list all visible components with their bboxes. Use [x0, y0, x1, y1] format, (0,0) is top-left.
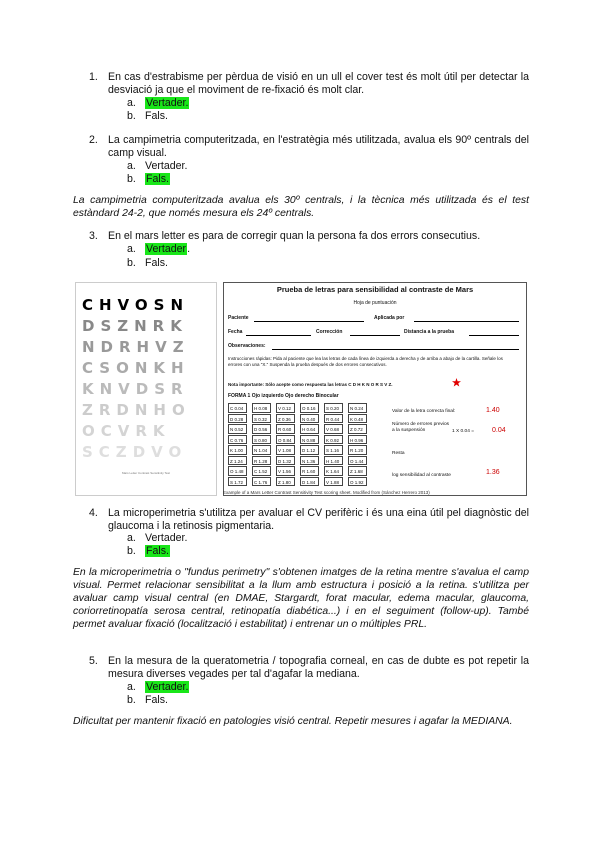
note-q5: Dificultat per mantenir fixació en patologies visió central. Repetir mesures i agafar la MEDIANA. — [73, 716, 513, 727]
correct-answer: Vertader — [146, 243, 187, 255]
chart-row: CHVOSN — [82, 296, 190, 314]
option-3b[interactable]: b. Fals. — [127, 257, 168, 269]
field-date: Fecha — [228, 329, 243, 335]
important-note: Nota importante: Sólo acepte como respuesta las letras C D H K N O R S V Z. — [228, 382, 393, 387]
option-2b[interactable]: b. Fals. — [127, 173, 169, 185]
correct-answer: Fals. — [146, 173, 169, 185]
form-eye-selection: FORMA 1 Ojo izquierdo Ojo derecho Binocular — [228, 393, 339, 399]
field-line — [246, 335, 311, 336]
log-value: 1.36 — [486, 469, 500, 476]
score-cell[interactable]: K 1.00 — [228, 445, 247, 455]
last-letter-label: Valor de la letra correcta final: — [392, 409, 456, 414]
option-4a[interactable]: a. Vertader. — [127, 532, 188, 544]
mars-test-figure — [75, 282, 530, 498]
sheet-title: Prueba de letras para sensibilidad al contraste de Mars — [276, 285, 474, 294]
correct-answer: Fals. — [146, 545, 169, 557]
score-cell[interactable]: H 0.96 — [348, 435, 367, 445]
score-cell[interactable]: C 1.52 — [252, 466, 271, 476]
score-cell[interactable]: Z 0.36 — [276, 414, 295, 424]
log-label: log sensibilidad al contraste — [392, 473, 451, 478]
score-cell[interactable]: N 0.24 — [348, 403, 367, 413]
score-cell[interactable]: N 0.40 — [300, 414, 319, 424]
score-cell[interactable]: N 1.04 — [252, 445, 271, 455]
option-5a[interactable]: a. Vertader. — [127, 681, 189, 693]
sheet-subtitle: Hoja de puntuación — [353, 300, 397, 306]
figure-caption: Example of a Mars Letter Contrast Sensitivity Test scoring sheet. Modified from (Sánchez Herrero 2013) — [223, 490, 430, 495]
question-text: En la mesura de la queratometria / topografia corneal, en cas de dubte es pot repetir la mesura diverses vegades per tal d'agafar la mediana. — [108, 655, 529, 680]
chart-row: SCZDVO — [82, 443, 188, 461]
score-cell[interactable]: V 1.08 — [276, 445, 295, 455]
chart-row: KNVDSR — [82, 380, 189, 398]
chart-row: OCVRK — [82, 422, 171, 440]
question-4 — [89, 507, 529, 533]
score-cell[interactable]: R 1.60 — [300, 466, 319, 476]
score-cell[interactable]: K 0.48 — [348, 414, 367, 424]
red-star-icon — [452, 378, 461, 387]
errors-value: 0.04 — [492, 427, 506, 434]
score-cell[interactable]: N 0.52 — [228, 424, 247, 434]
question-text: La microperimetria s'utilitza per avaluar el CV perifèric i és una eina útil pel diagnòstic del glaucoma i la retinosis pigmentaria. — [108, 507, 529, 532]
option-5b[interactable]: b. Fals. — [127, 694, 168, 706]
score-cell[interactable]: S 1.16 — [324, 445, 343, 455]
chart-footer: Mars Letter Contrast Sensitivity Test — [122, 471, 170, 475]
question-text: La campimetria computeritzada, en l'estratègia més utilitzada, avalua els 90º centrals del camp visual. — [108, 134, 529, 159]
score-cell[interactable]: D 0.28 — [228, 414, 247, 424]
option-3a[interactable]: a. Vertader. — [127, 243, 191, 255]
field-applied-by: Aplicada por — [374, 315, 405, 321]
score-cell[interactable]: R 0.44 — [324, 414, 343, 424]
field-line — [414, 321, 519, 322]
score-cell[interactable]: H 0.08 — [252, 403, 271, 413]
score-cell[interactable]: K 1.64 — [324, 466, 343, 476]
score-cell[interactable]: V 0.12 — [276, 403, 295, 413]
chart-row: ZRDNHO — [82, 401, 191, 419]
question-number: 2. — [89, 134, 98, 146]
chart-row: NDRHVZ — [82, 338, 190, 356]
question-3 — [89, 230, 529, 243]
score-cell[interactable]: O 1.92 — [348, 477, 367, 487]
score-cell[interactable]: Z 1.80 — [276, 477, 295, 487]
score-cell[interactable]: S 0.32 — [252, 414, 271, 424]
score-cell[interactable]: D 1.32 — [276, 456, 295, 466]
instructions: Instrucciones rápidas: Pida al paciente que lea las letras de cada línea de izquierda a derecha y de arriba a abajo de la cartilla. Señale los errores con una "X." Suspenda la prueba después de dos errores consecutivos. — [228, 356, 503, 367]
subtract-label: Resta — [392, 451, 405, 456]
correct-answer: Vertader. — [146, 97, 189, 109]
question-number: 1. — [89, 71, 98, 83]
note-q2: La campimetria computeritzada avalua els 30º centrals, i la tècnica més utilitzada és el test estàndard 24-2, que només mesura els 24º centrals. — [73, 195, 529, 219]
score-cell[interactable]: D 1.84 — [300, 477, 319, 487]
score-cell[interactable]: O 1.44 — [348, 456, 367, 466]
question-2 — [89, 134, 529, 160]
option-1a[interactable]: a. Vertader. — [127, 97, 189, 109]
question-text: En cas d'estrabisme per pèrdua de visió en un ull el cover test és molt útil per detectar la desviació ja que el moviment de re-fixació és molt clar. — [108, 71, 529, 96]
field-line — [272, 349, 519, 350]
score-grid — [228, 403, 383, 493]
score-cell[interactable]: Z 1.24 — [228, 456, 247, 466]
score-cell[interactable]: S 0.20 — [324, 403, 343, 413]
field-patient: Paciente — [228, 315, 249, 321]
question-text: En el mars letter es para de corregir quan la persona fa dos errors consecutius. — [108, 230, 481, 242]
score-cell[interactable]: K 0.92 — [324, 435, 343, 445]
score-cell[interactable]: N 0.88 — [300, 435, 319, 445]
question-number: 5. — [89, 655, 98, 667]
score-cell[interactable]: C 1.76 — [252, 477, 271, 487]
field-observations: Observaciones: — [228, 343, 266, 349]
score-cell[interactable]: V 1.56 — [276, 466, 295, 476]
score-cell[interactable]: R 1.28 — [252, 456, 271, 466]
question-number: 3. — [89, 230, 98, 242]
score-cell[interactable]: R 1.20 — [348, 445, 367, 455]
field-distance: Distancia a la prueba — [404, 329, 455, 335]
score-cell[interactable]: V 1.88 — [324, 477, 343, 487]
score-cell[interactable]: C 0.76 — [228, 435, 247, 445]
score-cell[interactable]: O 0.16 — [300, 403, 319, 413]
score-cell[interactable]: H 0.64 — [300, 424, 319, 434]
mars-letter-chart — [75, 282, 217, 496]
score-cell[interactable]: O 1.48 — [228, 466, 247, 476]
question-1 — [89, 71, 529, 97]
score-cell[interactable]: C 0.04 — [228, 403, 247, 413]
score-cell[interactable]: S 1.72 — [228, 477, 247, 487]
errors-label: Número de errores previos a la suspensión — [392, 422, 450, 433]
score-cell[interactable]: D 0.56 — [252, 424, 271, 434]
question-5 — [89, 655, 529, 681]
field-line — [469, 335, 519, 336]
chart-row: CSONKH — [82, 359, 190, 377]
field-line — [254, 321, 364, 322]
errors-calc: 1 X 0.04 = — [452, 429, 475, 434]
option-4b[interactable]: b. Fals. — [127, 545, 169, 557]
field-correction: Corrección — [316, 329, 343, 335]
option-2a[interactable]: a. Vertader. — [127, 160, 188, 172]
chart-row: DSZNRK — [82, 317, 188, 335]
note-q4: En la microperimetria o "fundus perimetry" s'obtenen imatges de la retina mentre s'avalua el camp visual. Permet relacionar sensibilitat a la llum amb estructura i posició a la retina. s'utilitza per avaluar camp visual central (en DMAE, Stargardt, forat macular, edema macular, glaucoma, coriorretinopatía serosa central, retinopatía diabética...) i en el seguiment (follow-up). També permet avaluar fixació (localització i estabilitat) i entrenar un o múltiples PRL. — [73, 567, 529, 630]
question-number: 4. — [89, 507, 98, 519]
score-cell[interactable]: N 1.36 — [300, 456, 319, 466]
score-cell[interactable]: R 0.60 — [276, 424, 295, 434]
field-line — [350, 335, 400, 336]
score-cell[interactable]: S 0.80 — [252, 435, 271, 445]
score-cell[interactable]: Z 1.68 — [348, 466, 367, 476]
score-cell[interactable]: D 1.12 — [300, 445, 319, 455]
correct-answer: Vertader. — [146, 681, 189, 693]
score-cell[interactable]: O 0.84 — [276, 435, 295, 445]
score-cell[interactable]: H 1.40 — [324, 456, 343, 466]
option-1b[interactable]: b. Fals. — [127, 110, 168, 122]
score-cell[interactable]: V 0.68 — [324, 424, 343, 434]
last-letter-value: 1.40 — [486, 407, 500, 414]
score-cell[interactable]: Z 0.72 — [348, 424, 367, 434]
scoring-sheet — [223, 282, 527, 496]
